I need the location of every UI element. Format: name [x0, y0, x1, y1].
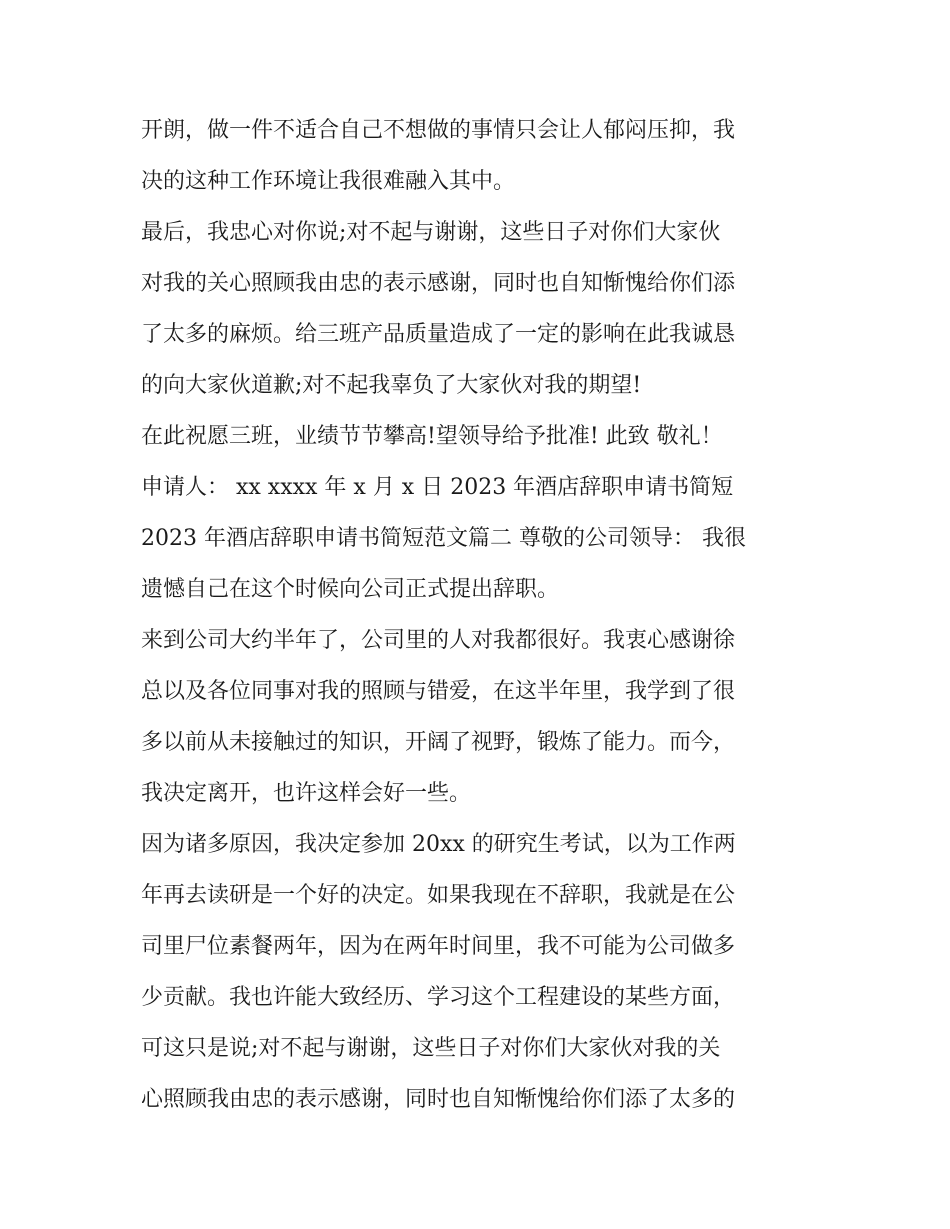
- text-line: 最后，我忠心对你说;对不起与谢谢，这些日子对你们大家伙: [141, 220, 721, 245]
- text-line: 总以及各位同事对我的照顾与错爱，在这半年里，我学到了很: [141, 679, 736, 704]
- text-line: 多以前从未接触过的知识，开阔了视野，锻炼了能力。而今，: [141, 730, 736, 755]
- text-line: 来到公司大约半年了，公司里的人对我都很好。我衷心感谢徐: [141, 628, 736, 653]
- text-line: 少贡献。我也许能大致经历、学习这个工程建设的某些方面，: [141, 985, 736, 1010]
- text-line: 开朗，做一件不适合自己不想做的事情只会让人郁闷压抑，我: [141, 118, 736, 143]
- text-line: 心照顾我由忠的表示感谢，同时也自知惭愧给你们添了太多的: [141, 1087, 736, 1112]
- text-line: 因为诸多原因，我决定参加 20xx 的研究生考试，以为工作两: [141, 832, 736, 857]
- text-line: 决的这种工作环境让我很难融入其中。: [141, 169, 516, 194]
- text-line: 司里尸位素餐两年，因为在两年时间里，我不可能为公司做多: [141, 934, 736, 959]
- text-line: 2023 年酒店辞职申请书简短范文篇二 尊敬的公司领导： 我很: [141, 526, 746, 551]
- document-body: [141, 105, 821, 1125]
- text-line: 的向大家伙道歉;对不起我辜负了大家伙对我的期望!: [141, 373, 642, 398]
- text-line: 了太多的麻烦。给三班产品质量造成了一定的影响在此我诚恳: [141, 322, 736, 347]
- text-line: 我决定离开，也许这样会好一些。: [141, 781, 472, 806]
- text-line: 可这只是说;对不起与谢谢，这些日子对你们大家伙对我的关: [141, 1036, 721, 1061]
- text-line: 对我的关心照顾我由忠的表示感谢，同时也自知惭愧给你们添: [141, 271, 736, 296]
- text-line: 遗憾自己在这个时候向公司正式提出辞职。: [141, 577, 560, 602]
- text-line: 年再去读研是一个好的决定。如果我现在不辞职，我就是在公: [141, 883, 736, 908]
- text-line: 在此祝愿三班，业绩节节攀高!望领导给予批准! 此致 敬礼！: [141, 424, 723, 449]
- text-line: 申请人： xx xxxx 年 x 月 x 日 2023 年酒店辞职申请书简短: [141, 475, 734, 500]
